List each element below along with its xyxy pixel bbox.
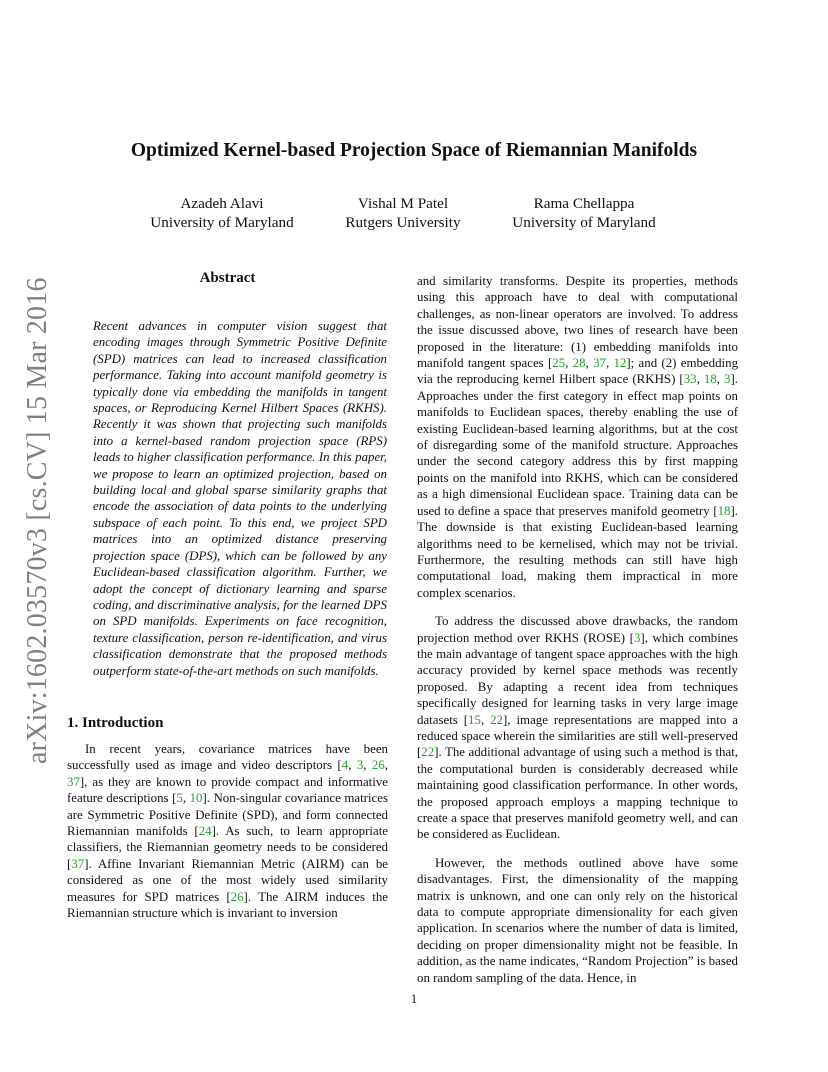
author-affiliation: University of Maryland	[150, 214, 294, 231]
citation-link[interactable]: 22	[490, 712, 503, 727]
author-affiliation: Rutgers University	[345, 214, 461, 231]
citation-link[interactable]: 3	[356, 758, 364, 773]
author-affiliation: University of Maryland	[512, 214, 656, 231]
intro-paragraph-4: However, the methods outlined above have some disadvantages. First, the dimensionality of the mapping matrix is unknown, and one can only rely on the historical data to compute appropriate dimensionality for each given application. In scenarios where the number of data is limited, deciding on proper dimensionality might not be feasible. In addition, as the name indicates, “Random Projection” is based on random sampling of the data. Hence, in	[417, 855, 738, 985]
intro-paragraph-1: In recent years, covariance matrices have been successfully used as image and video descriptors [4, 3, 26, 37], as they are known to provide compact and informative feature descriptions [5, 10]. Non-singular covariance matrices are Symmetric Positive Definite (SPD), and form connected Riemannian manifolds [24]. As such, to learn appropriate classifiers, the Riemannian geometry needs to be considered [37]. Affine Invariant Riemannian Metric (AIRM) can be considered as one of the most widely used similarity measures for SPD matrices [26]. The AIRM induces the Riemannian structure which is invariant to inversion	[67, 741, 389, 920]
citation-link[interactable]: 26	[371, 758, 385, 773]
abstract-text: Recent advances in computer vision suggest that encoding images through Symmetric Positive Definite (SPD) matrices can lead to increased classification performance. Taking into account manifold geometry is typically done via embedding the manifolds in tangent spaces, or Reproducing Kernel Hilbert Spaces (RKHS). Recently it was shown that projecting such manifolds into a kernel-based random projection space (RPS) leads to higher classification performance. In this paper, we propose to learn an optimized projection, based on building local and global sparse similarity graphs that encode the association of data points to the underlying subspace of each point. To this end, we project SPD matrices into an optimized distance preserving projection space (DPS), which can be followed by any Euclidean-based classification algorithm. Further, we adopt the concept of dictionary learning and sparse coding, and discriminative analysis, for the learned DPS on SPD manifolds. Experiments on face recognition, texture classification, person re-identification, and virus classification demonstrate that the proposed methods outperform state-of-the-art methods on such manifolds.	[93, 319, 387, 678]
intro-paragraph-2: and similarity transforms. Despite its properties, methods using this approach have to deal with computational challenges, as non-linear operators are involved. To address the issue discussed above, two lines of research have been proposed in the literature: (1) embedding manifolds into manifold tangent spaces [25, 28, 37, 12]; and (2) embedding via the reproducing kernel Hilbert space (RKHS) [33, 18, 3]. Approaches under the first category in effect map points on manifolds to Euclidean spaces, thereby enabling the use of existing Euclidean-based learning algorithms, but at the cost of disregarding some of the manifold structure. Approaches under the second category address this by first mapping points on the manifold into RKHS, which can be considered as a high dimensional Euclidean space. Training data can be used to define a space that preserves manifold geometry [18]. The downside is that existing Euclidean-based learning algorithms need to be kernelised, which may not be trivial. Furthermore, the resulting methods can still have high computational load, making them impractical in more complex scenarios.	[417, 274, 739, 600]
citation-link[interactable]: 18	[703, 372, 717, 387]
citation-link[interactable]: 24	[198, 823, 212, 838]
citation-link[interactable]: 33	[683, 372, 697, 387]
author-name: Rama Chellappa	[533, 195, 635, 212]
right-column	[417, 273, 738, 998]
abstract-heading: Abstract	[199, 270, 256, 286]
citation-link[interactable]: 37	[67, 774, 80, 789]
author-name: Azadeh Alavi	[180, 195, 264, 212]
citation-link[interactable]: 26	[230, 889, 244, 904]
citation-link[interactable]: 3	[633, 630, 641, 645]
citation-link[interactable]: 12	[613, 356, 627, 371]
left-column	[67, 268, 388, 933]
citation-link[interactable]: 25	[552, 356, 566, 371]
intro-paragraph-3: To address the discussed above drawbacks, the random projection method over RKHS (ROSE) [3], which combines the main advantage of tangent space approaches with the high accuracy provided by kernel space methods was recently proposed. By adapting a recent idea from techniques specifically designed for learning tasks in very large image datasets [15, 22], image representations are mapped into a reduced space wherein the similarities are still well-preserved [22]. The additional advantage of using such a method is that, the computational burden is considerably decreased while maintaining good classification performance. In other words, the proposed approach employs a mapping technique to create a space that preserves manifold geometry well, and can be considered as Euclidean.	[417, 614, 738, 842]
citation-link[interactable]: 18	[717, 503, 731, 518]
author-block	[474, 194, 694, 232]
citation-link[interactable]: 10	[189, 791, 203, 806]
citation-link[interactable]: 37	[593, 356, 606, 371]
citation-link[interactable]: 22	[421, 745, 435, 760]
section-heading-introduction: 1. Introduction	[67, 714, 164, 731]
author-name: Vishal M Patel	[357, 195, 449, 212]
citation-link[interactable]: 15	[468, 712, 481, 727]
arxiv-identifier: arXiv:1602.03570v3 [cs.CV] 15 Mar 2016	[22, 277, 53, 764]
citation-link[interactable]: 28	[572, 356, 586, 371]
citation-link[interactable]: 37	[71, 856, 85, 871]
citation-link[interactable]: 4	[341, 758, 349, 773]
citation-link[interactable]: 3	[724, 372, 731, 387]
page-number: 1	[410, 992, 418, 1006]
citation-link[interactable]: 5	[176, 791, 183, 806]
paper-title: Optimized Kernel-based Projection Space of Riemannian Manifolds	[130, 140, 698, 161]
